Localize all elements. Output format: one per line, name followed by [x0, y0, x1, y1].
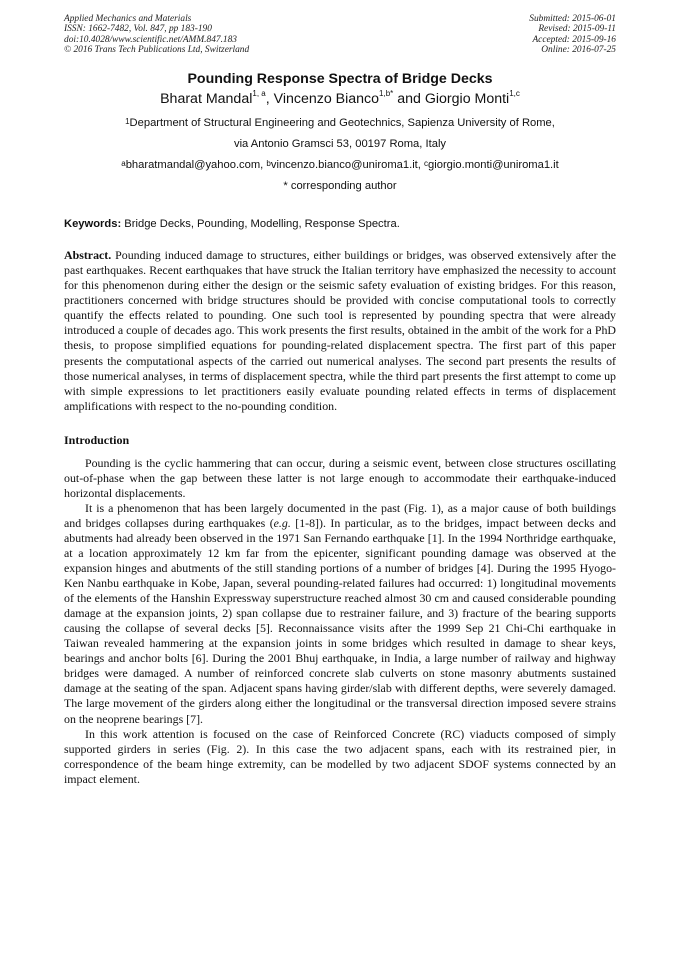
section-heading-introduction: Introduction	[64, 432, 130, 447]
date-accepted: Accepted: 2015-09-16	[532, 34, 616, 45]
intro-p2-italic: e.g.	[273, 515, 291, 530]
intro-paragraph-3: In this work attention is focused on the case of Reinforced Concrete (RC) viaducts composed of simply supported girders in series (Fig. 2). In this case the two adjacent spans, each with its restrained pier, in correspondence of the beam hinge extremity, can be modelled by two adjacent SDOF systems connected by an impact element.	[64, 726, 616, 786]
intro-paragraph-2	[64, 501, 616, 727]
author-affiliation-mark: 1,b*	[379, 89, 394, 99]
author-emails	[64, 155, 616, 176]
date-revised: Revised: 2015-09-11	[538, 24, 616, 35]
keywords-text: Bridge Decks, Pounding, Modelling, Response Spectra.	[121, 218, 400, 231]
date-online: Online: 2016-07-25	[541, 44, 616, 55]
intro-p2-text: [1-8]). In particular, as to the bridges, impact between decks and abutments had already been observed in the 1971 San Fernando earthquake [1]. In the 1994 Northridge earthquake, at a location approximately 12 km far from the epicenter, significant pounding damage was observed at the expansion hinges and abutments of the still standing portions of a number of bridges [4]. During the 1995 Hyogo-Ken Nanbu earthquake in Kobe, Japan, several pounding-related failures had occurred: 1) longitudinal movements of the elements of the Hanshin Expressway superstructure reached almost 30 cm and caused considerable pounding damage at the expansion joints, 2) span collapse due to restrainer failure, and 3) fracture of the bearing supports causing the collapse of several decks [5]. Reconnaissance visits after the 1999 Sep 21 Chi-Chi earthquake in Taiwan revealed hammering at the expansion joints in some bridges which resulted in damage to shear keys, bearings and anchor bolts [6]. During the 2001 Bhuj earthquake, in India, a large number of railway and highway bridges were damaged. A number of reinforced concrete slab culverts on stone masonry abutments sustained damage at the seating of the span. Adjacent spans having girder/slab with different depths, were severely damaged. The large movement of the girders along either the longitudinal or the transversal direction imposed severe strains on the neoprene bearings [7].	[64, 515, 616, 726]
email-address[interactable]: giorgio.monti@uniroma1.it	[428, 159, 559, 172]
paper-page	[64, 14, 616, 787]
keywords-label: Keywords:	[64, 218, 122, 231]
author-name: Vincenzo Bianco	[273, 91, 380, 108]
journal-copyright: © 2016 Trans Tech Publications Ltd, Switzerland	[64, 44, 250, 55]
affiliation-line-1	[64, 113, 616, 134]
email-mark: b	[266, 159, 271, 169]
intro-paragraph-1: Pounding is the cyclic hammering that can occur, during a seismic event, between close structures oscillating out-of-phase when the gap between these latter is not large enough to accommodate their earthquake-induced horizontal displacements.	[64, 455, 616, 500]
journal-doi: doi:10.4028/www.scientific.net/AMM.847.183	[64, 34, 237, 45]
journal-issn: ISSN: 1662-7482, Vol. 847, pp 183-190	[64, 24, 212, 35]
corresponding-author-note: * corresponding author	[283, 180, 397, 193]
journal-name: Applied Mechanics and Materials	[64, 14, 192, 24]
date-submitted: Submitted: 2015-06-01	[529, 14, 616, 24]
author-affiliation-mark: 1,c	[509, 89, 520, 99]
submission-dates	[529, 14, 616, 55]
email-mark: c	[424, 159, 429, 169]
author-affiliation-mark: 1, a	[252, 89, 266, 99]
abstract-label: Abstract.	[64, 248, 112, 263]
email-mark: a	[121, 159, 126, 169]
author-separator: and	[393, 91, 425, 108]
author-name: Giorgio Monti	[424, 91, 510, 108]
email-address[interactable]: vincenzo.bianco@uniroma1.it,	[270, 159, 425, 172]
intro-p2-text: It is a phenomenon that has been largely documented in the past (Fig. 1), as a major cause of both buildings and bridges collapses during earthquakes (	[64, 500, 616, 530]
paper-title: Pounding Response Spectra of Bridge Decks	[187, 71, 493, 88]
email-address[interactable]: bharatmandal@yahoo.com,	[125, 159, 267, 172]
affiliation-text: Department of Structural Engineering and Geotechnics, Sapienza University of Rome,	[129, 117, 555, 130]
affiliation-line-2: via Antonio Gramsci 53, 00197 Roma, Italy	[233, 138, 447, 151]
author-list	[64, 91, 616, 107]
author-name: Bharat Mandal	[160, 91, 253, 108]
keywords	[64, 218, 616, 230]
affiliation-mark: 1	[125, 117, 130, 127]
journal-header	[64, 14, 616, 55]
journal-info	[64, 14, 249, 55]
abstract-text: Pounding induced damage to structures, either buildings or bridges, was observed extensively after the past earthquakes. Recent earthquakes that have struck the Italian territory have emphasized the necessity to account for this phenomenon during either the design or the seismic safety evaluation of existing bridges. For this reason, practitioners concerned with bridge structures should be provided with concise computational tools to correctly quantify the effects related to pounding. One such tool is represented by pounding spectra that were already introduced a couple of decades ago. This work presents the first results, obtained in the ambit of the work for a PhD thesis, to propose simplified equations for pounding-related displacement spectra. The first part of this paper presents the computational aspects of the carried out numerical analyses. The second part presents the results of those numerical analyses, in terms of displacement spectra, while the third part presents the first attempt to come up with simple expressions to let practitioners easily evaluate pounding related effects in terms of displacement amplifications with respect to the no-pounding condition.	[64, 248, 616, 413]
author-separator: ,	[265, 91, 274, 108]
abstract	[64, 248, 616, 414]
